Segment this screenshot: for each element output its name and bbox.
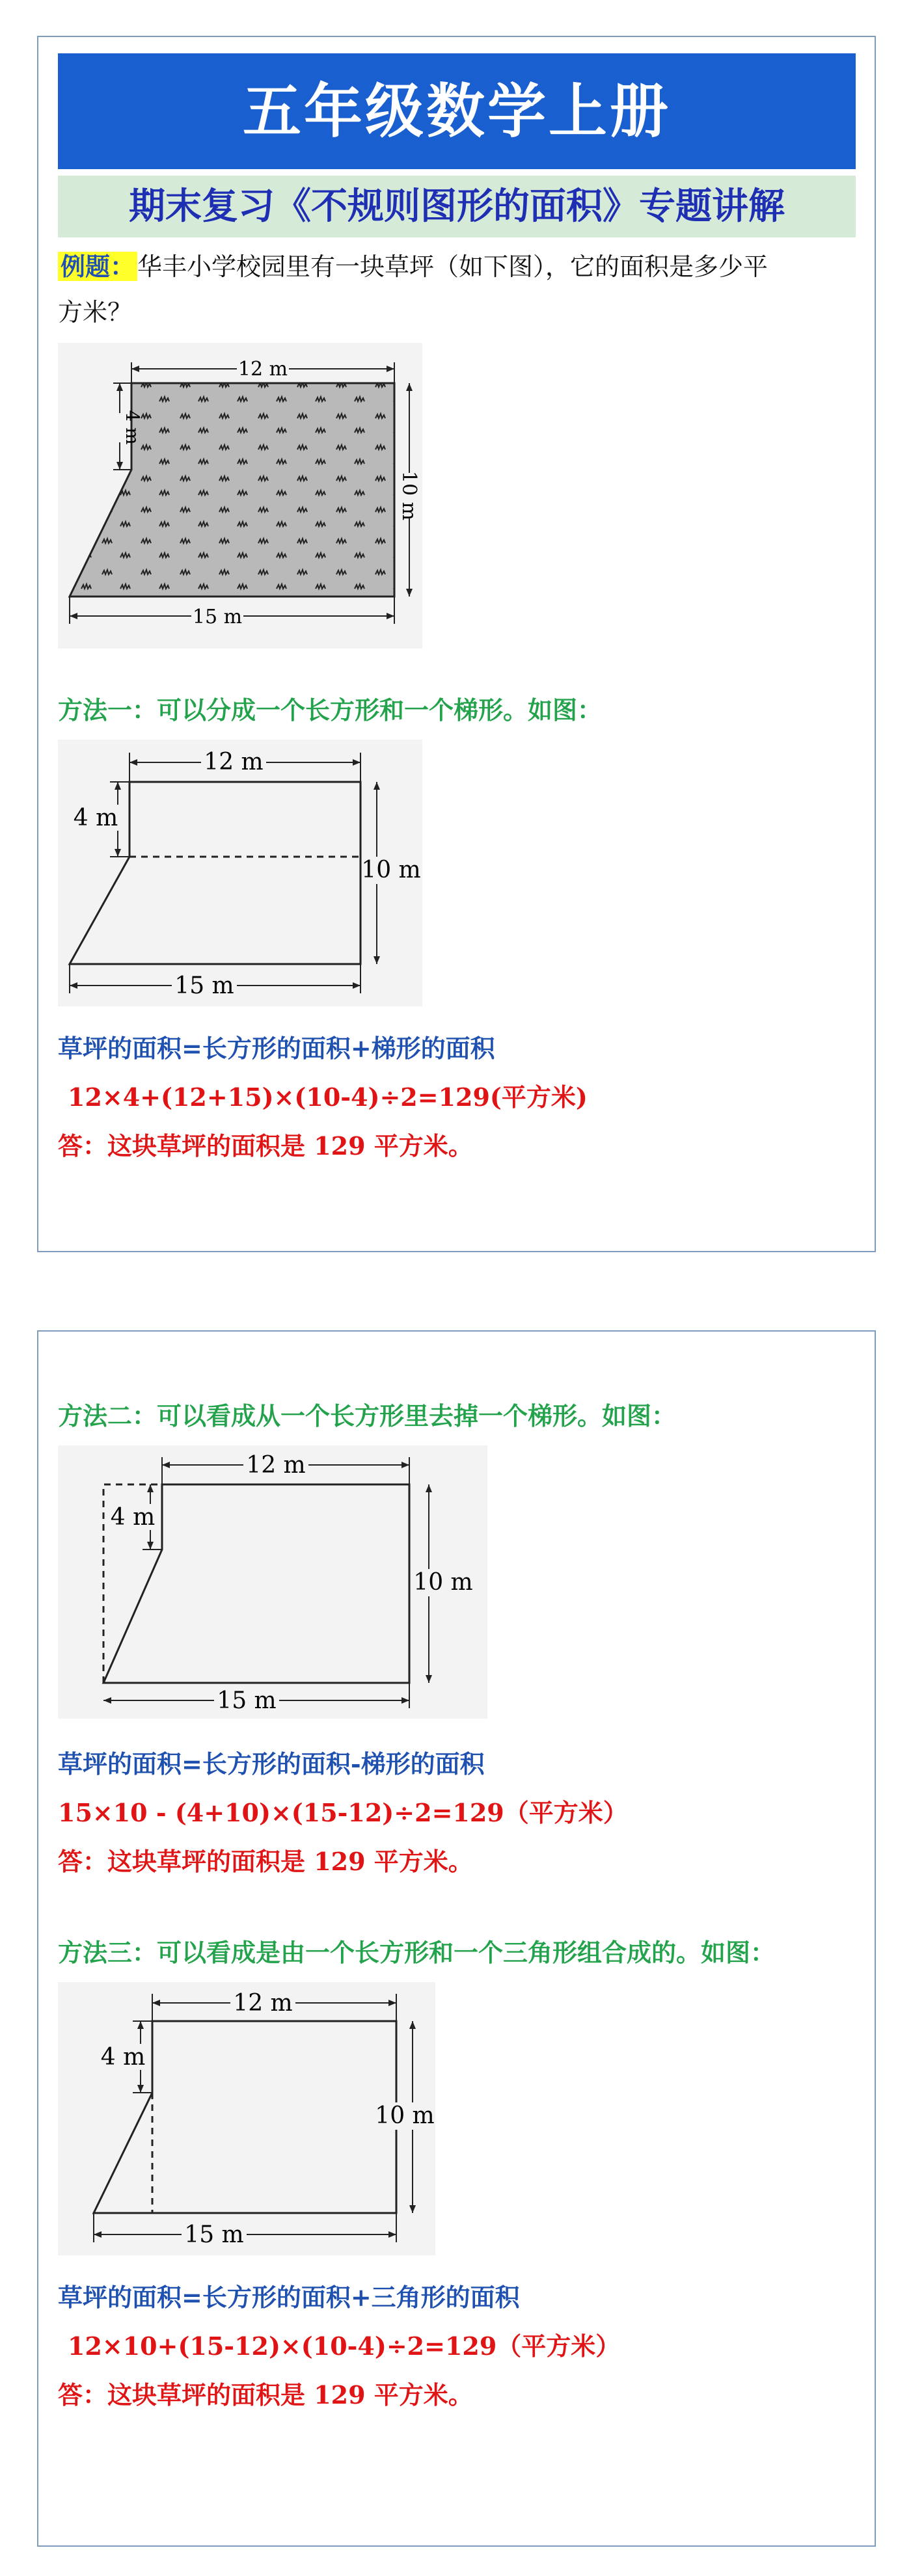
method-2-heading: 方法二：可以看成从一个长方形里去掉一个梯形。如图： [58,1401,677,1430]
method-3-heading: 方法三：可以看成是由一个长方形和一个三角形组合成的。如图： [58,1938,776,1967]
m2-right-label: 10 m [413,1569,473,1596]
method-3-figure [58,1982,435,2255]
lawn-right-label: 10 m [398,470,420,521]
method-3-formula: 草坪的面积=长方形的面积+三角形的面积 [58,2283,520,2312]
m2-bottom-label: 15 m [217,1687,277,1714]
m1-top-label: 12 m [204,749,264,775]
method-1-figure [58,740,422,1006]
question-line-2: 方米？ [58,298,133,327]
example-question [58,244,858,335]
method-1-formula: 草坪的面积=长方形的面积+梯形的面积 [58,1034,495,1063]
method-2-figure [58,1445,487,1719]
method-2-calc: 15×10 - (4+10)×(15-12)÷2=129（平方米） [58,1798,628,1827]
page-1 [37,36,876,1252]
m3-bottom-label: 15 m [184,2221,244,2248]
m1-left-label: 4 m [73,805,118,831]
method-2-answer: 答：这块草坪的面积是 129 平方米。 [58,1847,473,1876]
method-3-answer: 答：这块草坪的面积是 129 平方米。 [58,2380,473,2409]
m3-top-label: 12 m [233,1990,293,2017]
method-3-calc: 12×10+(15-12)×(10-4)÷2=129（平方米） [68,2331,621,2361]
lawn-bottom-label: 15 m [192,606,243,628]
method-2-formula: 草坪的面积=长方形的面积-梯形的面积 [58,1749,485,1778]
example-label: 例题： [58,252,137,281]
lawn-figure [58,343,422,649]
question-line-1: 华丰小学校园里有一块草坪（如下图），它的面积是多少平 [137,252,768,281]
m3-right-label: 10 m [375,2102,435,2129]
method-1-heading: 方法一：可以分成一个长方形和一个梯形。如图： [58,695,603,725]
m2-top-label: 12 m [246,1452,306,1479]
page-title: 五年级数学上册 [58,53,856,169]
page-2 [37,1330,876,2547]
lawn-top-label: 12 m [238,358,288,381]
m3-left-label: 4 m [100,2044,146,2071]
method-1-answer: 答：这块草坪的面积是 129 平方米。 [58,1131,473,1161]
m1-bottom-label: 15 m [174,973,234,999]
page-subtitle: 期末复习《不规则图形的面积》专题讲解 [58,176,856,237]
method-1-calc: 12×4+(12+15)×(10-4)÷2=129(平方米) [68,1082,588,1112]
m1-right-label: 10 m [361,857,421,883]
lawn-left-label: 4 m [122,410,143,445]
m2-left-label: 4 m [110,1504,156,1531]
